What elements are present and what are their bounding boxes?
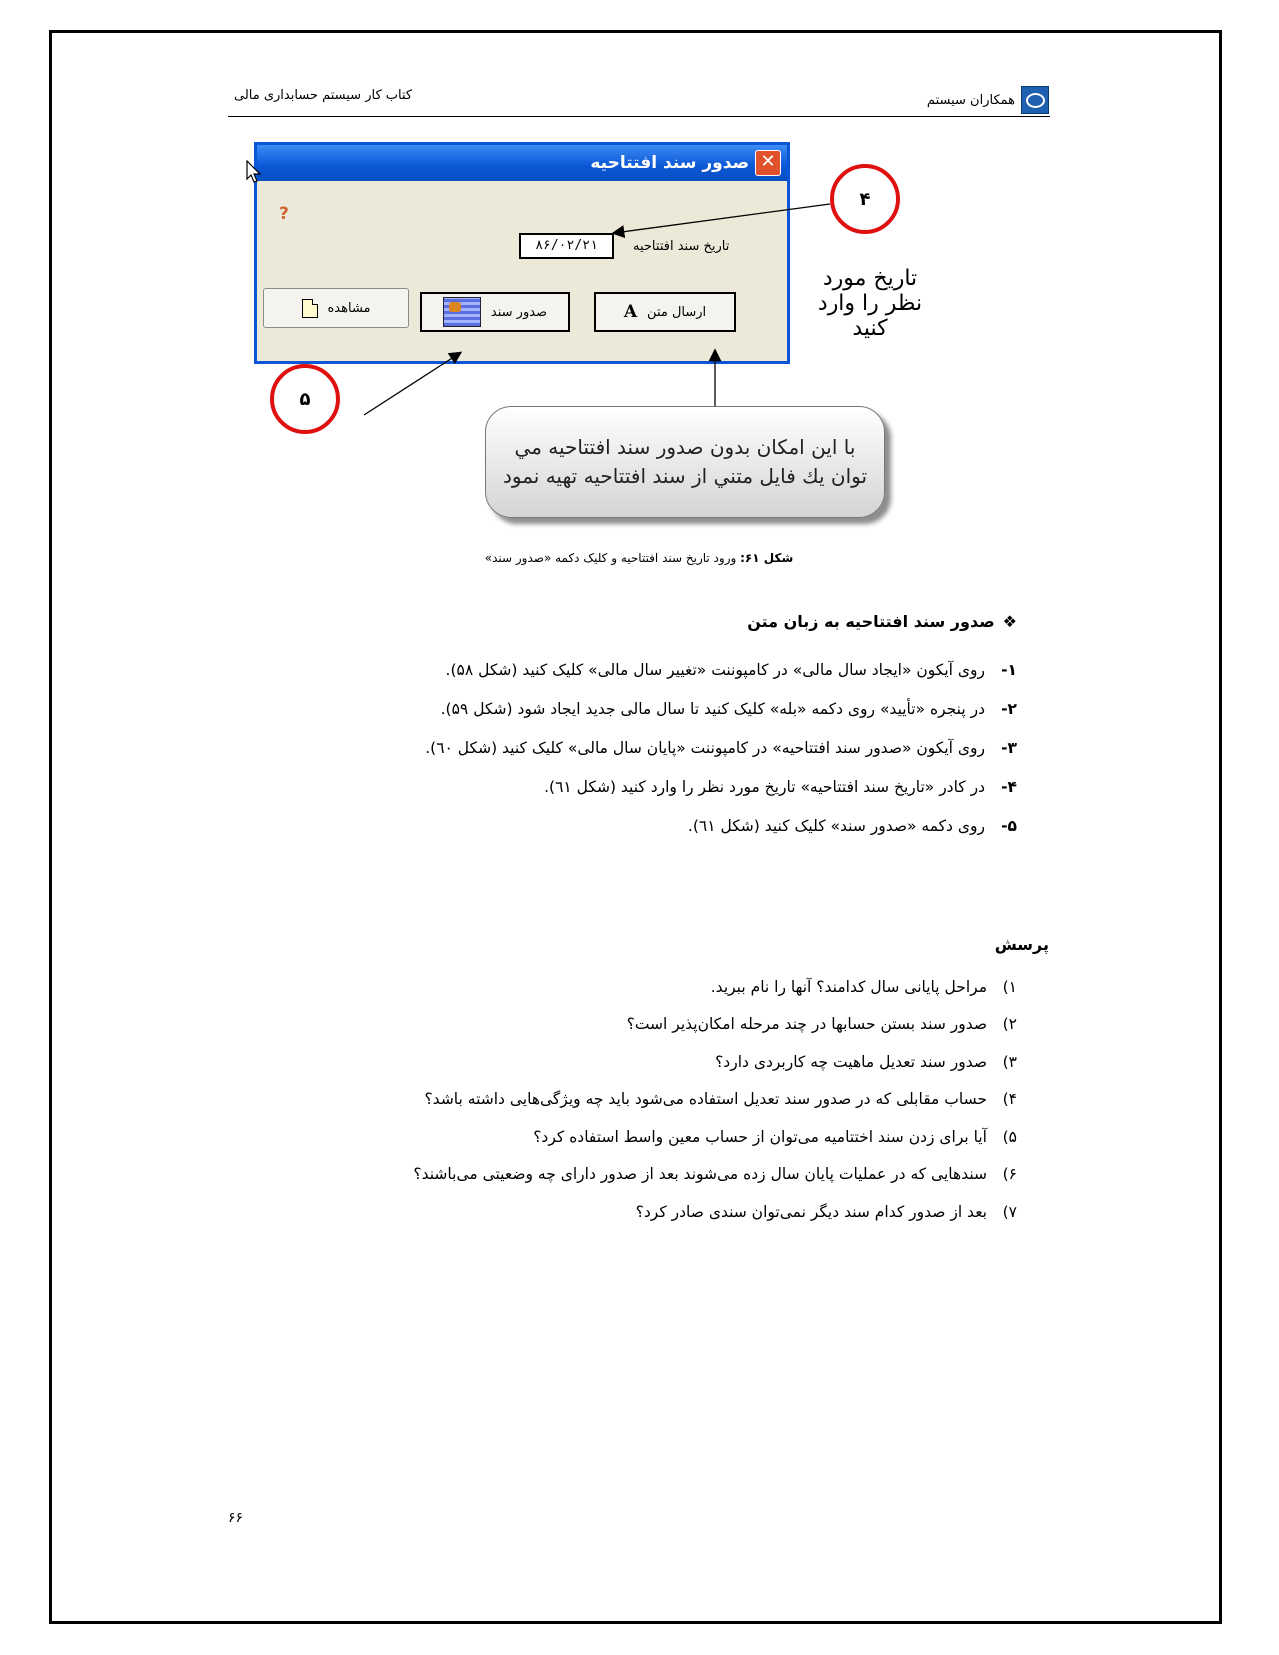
- header-divider: [228, 116, 1050, 117]
- list-item: ۱- روی آیکون «ایجاد سال مالی» در کامپوننت «تغییر سال مالی» کلیک کنید (شکل ۵۸).: [445, 660, 1017, 679]
- font-a-icon: A: [623, 302, 638, 322]
- list-item: ۴) حساب مقابلی که در صدور سند تعدیل استفاده می‌شود باید چه ویژگی‌هایی داشته باشد؟: [424, 1090, 1017, 1109]
- issue-opening-voucher-dialog: [254, 142, 790, 364]
- document-icon: [302, 299, 318, 318]
- list-item: ۳) صدور سند تعدیل ماهیت چه کاربردی دارد؟: [715, 1052, 1017, 1071]
- send-text-label: ارسال متن: [647, 304, 707, 320]
- list-item: ۱) مراحل پایانی سال کدامند؟ آنها را نام ببرید.: [710, 977, 1017, 996]
- header-right: [927, 86, 1049, 114]
- opening-date-input[interactable]: ۸۶/۰۲/۲۱: [519, 233, 614, 259]
- list-item: ۳- روی آیکون «صدور سند افتتاحیه» در کامپوننت «پایان سال مالی» کلیک کنید (شکل ٦٠).: [425, 738, 1017, 757]
- dialog-title: صدور سند افتتاحیه: [590, 153, 749, 173]
- dialog-titlebar: [257, 145, 787, 181]
- list-item: ۶) سندهایی که در عملیات پایان سال زده می‌شوند بعد از صدور دارای چه وضعیتی می‌باشند؟: [413, 1165, 1017, 1184]
- figure-label: شکل ۶۱:: [740, 551, 794, 565]
- close-icon[interactable]: ✕: [755, 150, 781, 176]
- steps-list: [237, 650, 1017, 845]
- list-item: ۵- روی دکمه «صدور سند» کلیک کنید (شکل ٦١).: [687, 816, 1017, 835]
- callout-4: ۴: [830, 164, 900, 234]
- view-label: مشاهده: [327, 300, 371, 316]
- diamond-bullet-icon: ❖: [1002, 612, 1017, 631]
- view-button[interactable]: [263, 288, 409, 328]
- figure-caption: [228, 551, 1050, 565]
- header-company-name: همکاران سیستم: [926, 92, 1015, 108]
- figure-caption-text: ورود تاریخ سند افتتاحیه و کلیک دکمه «صدور سند»: [484, 551, 737, 565]
- issue-voucher-button[interactable]: [420, 292, 570, 332]
- list-item: ۲- در پنجره «تأیید» روی دکمه «بله» کلیک کنید تا سال مالی جدید ایجاد شود (شکل ۵۹).: [440, 699, 1017, 718]
- page-number: ۶۶: [228, 1510, 244, 1526]
- section-title-text: صدور سند افتتاحیه به زبان متن: [747, 612, 995, 631]
- issue-voucher-icon: [443, 297, 481, 327]
- section-title: [747, 612, 1017, 631]
- list-item: ۲) صدور سند بستن حسابها در چند مرحله امکان‌پذیر است؟: [626, 1015, 1017, 1034]
- list-item: ۴- در کادر «تاریخ سند افتتاحیه» تاریخ مورد نظر را وارد کنید (شکل ٦١).: [544, 777, 1017, 796]
- date-label: تاریخ سند افتتاحیه: [633, 239, 730, 254]
- help-icon: ?: [279, 204, 289, 224]
- mouse-cursor-icon: [246, 160, 262, 184]
- company-logo-icon: [1021, 86, 1049, 114]
- date-entry-note: تاریخ مورد نظر را وارد کنید: [817, 266, 923, 341]
- questions-list: [217, 968, 1017, 1231]
- questions-title: پرسش: [994, 935, 1049, 954]
- issue-voucher-label: صدور سند: [490, 304, 548, 320]
- info-bubble: با این امکان بدون صدور سند افتتاحیه مي توان يك فايل متني از سند افتتاحیه تهیه نمود: [485, 406, 885, 518]
- list-item: ۵) آیا برای زدن سند اختتامیه می‌توان از حساب معین واسط استفاده کرد؟: [533, 1127, 1017, 1146]
- header-book-title: کتاب کار سیستم حسابداری مالی: [234, 88, 413, 103]
- callout-5: ۵: [270, 364, 340, 434]
- send-text-button[interactable]: [594, 292, 736, 332]
- list-item: ۷) بعد از صدور کدام سند دیگر نمی‌توان سندی صادر کرد؟: [635, 1202, 1017, 1221]
